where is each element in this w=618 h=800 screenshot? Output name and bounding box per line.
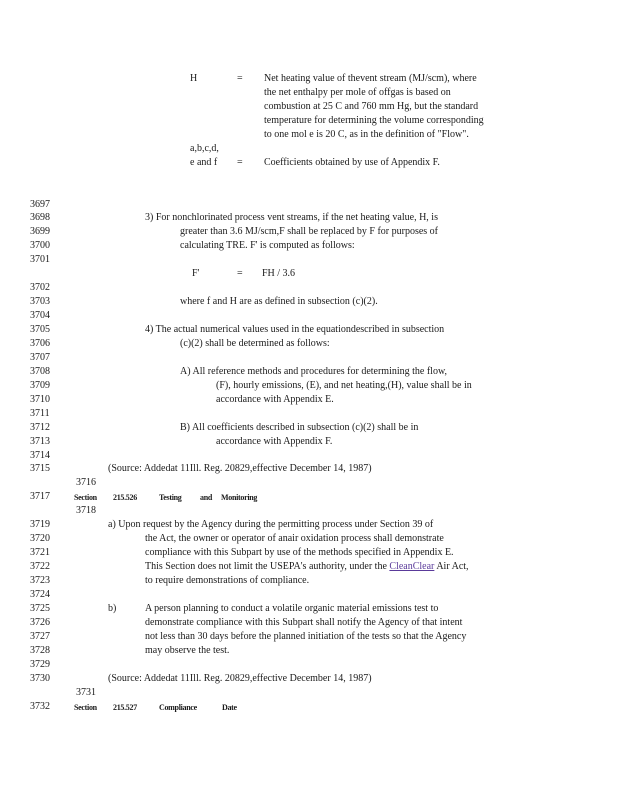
- line-number: 3703: [30, 296, 50, 307]
- line-number: 3725: [30, 603, 50, 614]
- h-definition-line-3: combustion at 25 C and 760 mm Hg, but the standard: [264, 101, 479, 112]
- line-number: 3698: [30, 212, 50, 223]
- line-number: 3731: [76, 687, 96, 698]
- para-a-line-4-text: This Section does not limit the USEPA's authority, under the: [145, 561, 390, 572]
- para-a-line-4: [145, 561, 469, 573]
- coef-symbol-line-2: e and f: [190, 157, 218, 168]
- line-number: 3709: [30, 380, 50, 391]
- section-title-word: Compliance: [159, 703, 197, 712]
- section-title-word: Testing: [159, 493, 182, 502]
- source-note: (Source: Addedat 11Ill. Reg. 20829,effective December 14, 1987): [108, 673, 372, 684]
- formula-equals: =: [237, 268, 243, 279]
- line-number: 3723: [30, 575, 50, 586]
- formula-rhs: FH / 3.6: [262, 268, 296, 279]
- section-number: 215.526: [113, 493, 137, 502]
- para-a-line-3: compliance with this Subpart by use of the methods specified in Appendix E.: [145, 547, 454, 558]
- coef-definition: Coefficients obtained by use of Appendix F.: [264, 157, 440, 168]
- line-number: 3700: [30, 240, 50, 251]
- line-number: 3724: [30, 589, 50, 600]
- para-a-line-1: a) Upon request by the Agency during the permitting process under Section 39 of: [108, 519, 434, 530]
- line-number: 3727: [30, 631, 50, 642]
- formula-lhs: F': [192, 268, 200, 279]
- line-number: 3720: [30, 533, 50, 544]
- line-number: 3714: [30, 450, 50, 461]
- line-number: 3719: [30, 519, 50, 530]
- line-number: 3701: [30, 254, 50, 265]
- coef-symbol-line-1: a,b,c,d,: [190, 143, 219, 154]
- line-number: 3702: [30, 282, 50, 293]
- item4-line-1: 4) The actual numerical values used in the equationdescribed in subsection: [145, 324, 445, 335]
- line-number: 3705: [30, 324, 50, 335]
- line-number: 3713: [30, 436, 50, 447]
- para-b-line-2: demonstrate compliance with this Subpart shall notify the Agency of that intent: [145, 617, 463, 628]
- h-definition-line-5: to one mol e is 20 C, as in the definition of "Flow".: [264, 129, 469, 140]
- clean-air-act-link[interactable]: CleanClear: [389, 561, 435, 572]
- item4-b-line-2: accordance with Appendix F.: [216, 436, 333, 447]
- coef-equals: =: [237, 157, 243, 168]
- line-number: 3711: [30, 408, 50, 419]
- line-number: 3697: [30, 199, 50, 210]
- h-symbol: H: [190, 73, 198, 84]
- para-b-line-4: may observe the test.: [145, 645, 230, 656]
- line-number: 3708: [30, 366, 50, 377]
- line-number: 3729: [30, 659, 50, 670]
- section-title-word: and: [200, 493, 212, 502]
- item3-line-3: calculating TRE. F' is computed as follows:: [180, 240, 355, 251]
- item3-line-2: greater than 3.6 MJ/scm,F shall be replaced by F for purposes of: [180, 226, 438, 237]
- line-number: 3726: [30, 617, 50, 628]
- line-number: 3710: [30, 394, 50, 405]
- h-definition-line-1: Net heating value of thevent stream (MJ/scm), where: [264, 73, 477, 84]
- line-number: 3717: [30, 491, 50, 502]
- section-label: Section: [74, 703, 97, 712]
- line-number: 3715: [30, 463, 50, 474]
- item4-a-line-2: (F), hourly emissions, (E), and net heating,(H), value shall be in: [216, 380, 472, 391]
- h-definition-line-4: temperature for determining the volume corresponding: [264, 115, 484, 126]
- line-number: 3704: [30, 310, 50, 321]
- source-note: (Source: Addedat 11Ill. Reg. 20829,effective December 14, 1987): [108, 463, 372, 474]
- line-number: 3730: [30, 673, 50, 684]
- item4-a-line-1: A) All reference methods and procedures for determining the flow,: [180, 366, 448, 377]
- line-number: 3707: [30, 352, 50, 363]
- line-number: 3706: [30, 338, 50, 349]
- section-title-word: Monitoring: [221, 493, 258, 502]
- line-number: 3722: [30, 561, 50, 572]
- line-number: 3728: [30, 645, 50, 656]
- item4-a-line-3: accordance with Appendix E.: [216, 394, 334, 405]
- line-number: 3718: [76, 505, 96, 516]
- section-number: 215.527: [113, 703, 137, 712]
- para-a-line-5: to require demonstrations of compliance.: [145, 575, 310, 586]
- para-b-line-3: not less than 30 days before the planned initiation of the tests so that the Agency: [145, 631, 467, 642]
- line-number: 3721: [30, 547, 50, 558]
- item4-line-2: (c)(2) shall be determined as follows:: [180, 338, 330, 349]
- h-definition-line-2: the net enthalpy per mole of offgas is based on: [264, 87, 451, 98]
- h-equals: =: [237, 73, 243, 84]
- line-number: 3732: [30, 701, 50, 712]
- item3-line-1: 3) For nonchlorinated process vent streams, if the net heating value, H, is: [145, 212, 438, 223]
- line-number: 3699: [30, 226, 50, 237]
- para-b-line-1: A person planning to conduct a volatile organic material emissions test to: [145, 603, 439, 614]
- section-title-word: Date: [222, 703, 237, 712]
- para-a-line-2: the Act, the owner or operator of anair oxidation process shall demonstrate: [145, 533, 444, 544]
- line-number: 3712: [30, 422, 50, 433]
- para-a-line-4-end: Air Act,: [434, 561, 469, 572]
- line-number: 3716: [76, 477, 96, 488]
- item4-b-line-1: B) All coefficients described in subsection (c)(2) shall be in: [180, 422, 419, 433]
- section-label: Section: [74, 493, 97, 502]
- item3-where: where f and H are as defined in subsection (c)(2).: [180, 296, 378, 307]
- para-b-label: b): [108, 603, 117, 614]
